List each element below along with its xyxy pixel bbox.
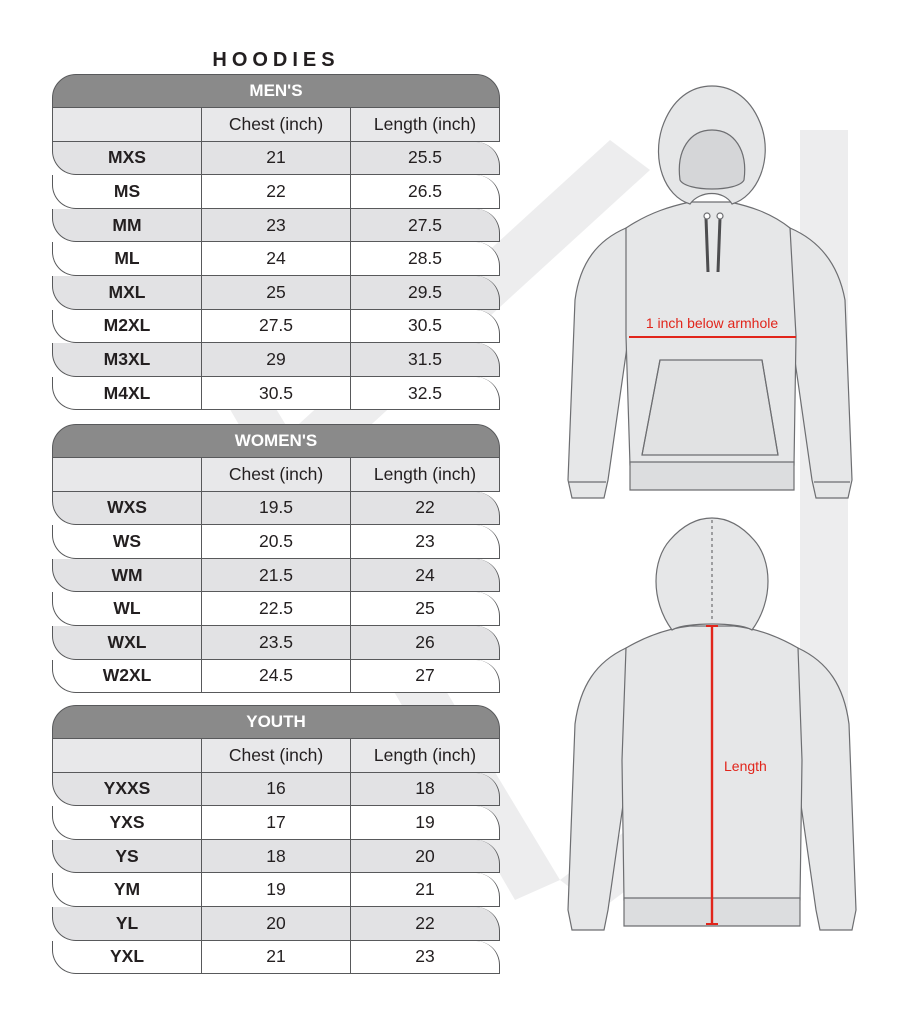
cell-length: 26 <box>415 631 435 652</box>
cell-size: W2XL <box>53 660 202 693</box>
cell-size: M2XL <box>53 310 202 343</box>
table-title: MEN'S <box>52 74 500 108</box>
cell-chest: 21 <box>202 142 351 175</box>
cell-size: YXL <box>53 941 202 974</box>
cell-chest: 22 <box>202 175 351 208</box>
cell-length: 28.5 <box>407 248 443 269</box>
cell-length: 24 <box>415 564 435 585</box>
cell-size: YXXS <box>53 773 202 806</box>
cell-chest: 27.5 <box>202 310 351 343</box>
cell-size: WS <box>53 525 202 558</box>
cell-size: YM <box>53 873 202 906</box>
hoodie-front <box>568 86 852 498</box>
cell-size: WL <box>53 592 202 625</box>
cell-chest: 29 <box>202 343 351 376</box>
cell-size: WM <box>53 559 202 592</box>
cell-chest: 24.5 <box>202 660 351 693</box>
cell-length: 19 <box>415 811 435 832</box>
cell-length: 21 <box>415 879 435 900</box>
cell-size: MXS <box>53 142 202 175</box>
column-header-length: Length (inch) <box>373 744 477 765</box>
column-header-chest: Chest (inch) <box>202 108 351 141</box>
cell-chest: 22.5 <box>202 592 351 625</box>
cell-length: 23 <box>415 530 435 551</box>
cell-length: 20 <box>415 845 435 866</box>
cell-size: WXS <box>53 492 202 525</box>
cell-chest: 25 <box>202 276 351 309</box>
cell-chest: 21 <box>202 941 351 974</box>
cell-chest: 21.5 <box>202 559 351 592</box>
table-title: YOUTH <box>52 705 500 739</box>
cell-length: 30.5 <box>407 315 443 336</box>
cell-chest: 23.5 <box>202 626 351 659</box>
cell-length: 27.5 <box>407 214 443 235</box>
cell-length: 22 <box>415 497 435 518</box>
cell-size: YXS <box>53 806 202 839</box>
cell-chest: 16 <box>202 773 351 806</box>
cell-chest: 19 <box>202 873 351 906</box>
cell-size: M4XL <box>53 377 202 410</box>
cell-length: 18 <box>415 778 435 799</box>
cell-chest: 17 <box>202 806 351 839</box>
cell-chest: 18 <box>202 840 351 873</box>
cell-size: YL <box>53 907 202 940</box>
cell-length: 31.5 <box>407 348 443 369</box>
cell-chest: 19.5 <box>202 492 351 525</box>
chest-measure-label: 1 inch below armhole <box>645 315 779 331</box>
cell-length: 32.5 <box>407 382 443 403</box>
cell-chest: 20 <box>202 907 351 940</box>
cell-length: 25.5 <box>407 147 443 168</box>
cell-chest: 23 <box>202 209 351 242</box>
column-header-length: Length (inch) <box>373 113 477 134</box>
page-title: HOODIES <box>212 49 340 71</box>
cell-size: WXL <box>53 626 202 659</box>
cell-length: 23 <box>415 946 435 967</box>
cell-length: 27 <box>415 665 435 686</box>
cell-length: 26.5 <box>407 180 443 201</box>
cell-length: 22 <box>415 912 435 933</box>
cell-size: MS <box>53 175 202 208</box>
cell-size: MM <box>53 209 202 242</box>
cell-chest: 24 <box>202 242 351 275</box>
cell-length: 29.5 <box>407 281 443 302</box>
cell-size: M3XL <box>53 343 202 376</box>
column-header-chest: Chest (inch) <box>202 458 351 491</box>
cell-chest: 30.5 <box>202 377 351 410</box>
cell-size: ML <box>53 242 202 275</box>
cell-size: YS <box>53 840 202 873</box>
length-measure-label: Length <box>724 758 767 774</box>
column-header-length: Length (inch) <box>373 463 477 484</box>
cell-chest: 20.5 <box>202 525 351 558</box>
column-header-chest: Chest (inch) <box>202 739 351 772</box>
cell-length: 25 <box>415 598 435 619</box>
table-title: WOMEN'S <box>52 424 500 458</box>
cell-size: MXL <box>53 276 202 309</box>
